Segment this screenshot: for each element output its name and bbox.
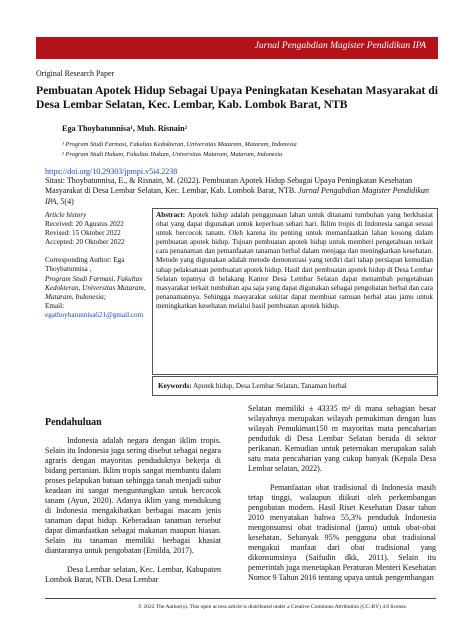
email-label: Email: — [45, 301, 65, 310]
keywords — [158, 382, 347, 390]
paragraph: Indonesia adalah negara dengan iklim tropis. Selain itu Indonesia juga sering disebut sebagai negara agraris dengan mayoritas penduduknya bekerja di bidang pertanian. Iklim tropis sangat membantu dalam proses pelapukan batuan sehingga tanah menjadi subur keadaan ini sangat menguntungkan untuk bercocok tanam (Ayun, 2020). Adanya iklim yang mendukung di Indonesia mengakibatkan berbagai macam jenis tanaman dapat hidup. Keberadaan tanaman tersebut dapat dimanfaatkan sebagai makanan maupun hiasan. Selain itu tanaman memiliki berbagai khasiat diantaranya untuk pengobatan (Emilda, 2017). — [45, 436, 221, 555]
citation-text: Sitasi: Thoybatunnisa, E., & Risnain, M. (2022). Pembuatan Apotek Hidup Sebagai Upaya Peningkatan Kesehatan Masyarakat di Desa Lembar Selatan, Kec. Lembar, Kab. Lombok Barat, NTB. — [45, 176, 413, 196]
corresponding-affiliation: Program Studi Farmasi, Fakultas Kedokteran, Universitas Mataram, Mataram, Indonesia; — [45, 274, 146, 301]
body-column-right — [248, 404, 436, 592]
body-column-left — [45, 436, 221, 594]
footer-divider — [45, 598, 436, 599]
citation-journal: Jurnal Pengabdian Magister Pendidikan IPA — [45, 186, 430, 206]
journal-banner — [36, 37, 438, 59]
paragraph: Pemanfaatan obat tradisional di Indonesia masih tetap tinggi, walaupun diikuti oleh perkembangan pengobatan modern. Hasil Riset Kesehatan Dasar tahun 2010 menyatakan bahwa 55,3% penduduk Indonesia mengonsumsi obat tradisional (jamu) untuk obat-obat kesehatan. Sebanyak 95% pengguna obat tradisional mengakui manfaat dari obat tradisional yang dikonsumsinya (Saifudin dkk, 2011). Selain itu pemerintah juga menetapkan Peraturan Menteri Kesehatan Nomor 9 Tahun 2016 tentang upaya untuk pengembangan — [248, 483, 436, 582]
accepted-date: Accepted: 20 Oktober 2022 — [45, 238, 125, 247]
affiliation-2: ² Program Studi Hukum, Fakultas Hukum, Universitas Mataram, Mataram, Indonesia — [62, 151, 283, 158]
citation — [45, 176, 440, 207]
paper-title: Pembuatan Apotek Hidup Sebagai Upaya Peningkatan Kesehatan Masyarakat di Desa Lembar Selatan, Kec. Lembar, Kab. Lombok Barat, NTB — [36, 84, 438, 111]
license-footer: © 2022 The Author(s). This open access article is distributed under a Creative Commons Attribution (CC-BY) 4.0 license. — [138, 604, 408, 610]
citation-volume: , 5(4) — [56, 196, 74, 206]
keywords-text: Apotek hidup, Desa Lembar Selatan, Tanaman herbal — [191, 382, 347, 390]
author-list: Ega Thoybatunnisa¹, Muh. Risnain² — [62, 124, 188, 133]
article-info — [45, 211, 150, 320]
article-type: Original Research Paper — [36, 69, 115, 78]
received-date: Received: 20 Agustus 2022 — [45, 220, 124, 229]
paragraph: Desa Lembar selatan, Kec. Lembar, Kabupaten Lombok Barat, NTB. Desa Lembar — [45, 565, 221, 584]
abstract — [156, 211, 433, 311]
paragraph: Selatan memiliki ± 43335 m² di mana sebagian besar wilayahnya merupakan wilayah pemukiman dengan luas wilayah Pemukiman150 m mayoritas mata pencaharian penduduk di Desa Lembar Selatan berada di sektor perikanan. Kemudian untuk peternakan merupakan salah satu mata pencaharian yang cukup banyak (Kepala Desa Lembar selatan, 2022). — [248, 404, 436, 473]
keywords-label: Keywords: — [158, 382, 192, 390]
journal-name: Jurnal Pengabdian Magister Pendidikan IPA — [254, 41, 426, 51]
history-heading: Article history — [45, 211, 87, 219]
revised-date: Revised: 15 Oktober 2022 — [45, 229, 121, 238]
corresponding-author: Corresponding Author: Ega Thoybatunnisa , — [45, 256, 125, 274]
abstract-label: Abstract: — [156, 211, 186, 219]
email-link[interactable]: egathoybatunnisa621@gmail.com — [45, 310, 144, 319]
section-heading: Pendahuluan — [45, 417, 102, 428]
abstract-text: Apotek hidup adalah penggunaan lahan untuk ditanami tumbuhan yang berkhasiat obat yang dapat digunakan untuk keperluan sehari hari. Iklim tropis di Indonesia sangat sesuai untuk bercocok tanam. Oleh karena itu penting untuk memanfaatkan lahan kosong dalam pembuatan apotek hidup. Tujuan pembuatan apotek hidup untuk memberi pengetahuan terkait cara penanaman dan pemanfaatan tanaman herbal dalam menjaga dan meningkatkan kesehatan. Metode yang digunakan adalah metode demonstrasi yang terdiri dari tahap persiapan kemudian tahap pelaksanaan pembuatan apotek hidup. Hasil dari pembuatan apotek hidup di Desa Lembar Selatan tepatnya di belakang Kantor Desa Lembar Selatan dapat menambah pengetahuan masyarakat terkait tumbuhan apa saja yang dapat digunakan sebagai pengobatan herbal dan cara penanamannya. Sehingga masyarakat sekitar dapat membuat ramuan herbal atau jamu untuk meningkatkan kesehatan melalui hasil pembuatan apotek hidup. — [156, 211, 433, 310]
affiliation-1: ¹ Program Studi Farmasi, Fakultas Kedokteran, Universitas Mataram, Mataram, Indonesia — [62, 141, 297, 148]
doi-link[interactable]: https://doi.org/10.29303/jpmpi.v5i4.2238 — [45, 167, 178, 176]
